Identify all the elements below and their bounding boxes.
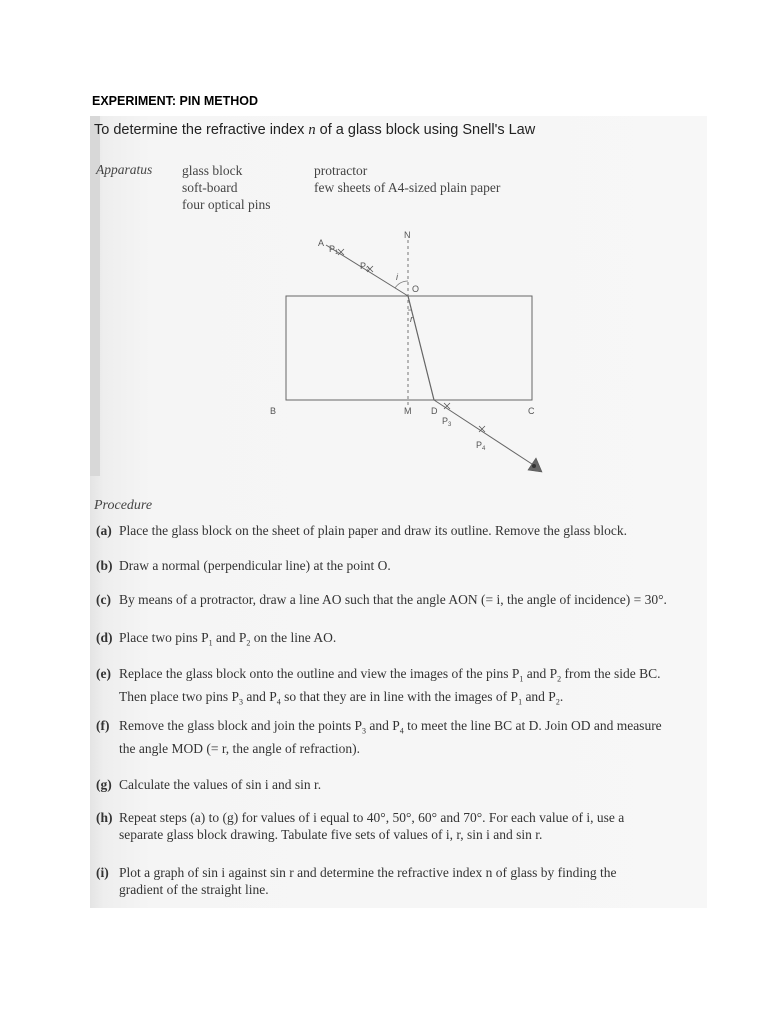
apparatus-list-2 — [314, 162, 500, 196]
label-p2: $P_2$ — [360, 261, 370, 273]
label-p3: $P_3$ — [442, 416, 452, 428]
procedure-step-i: (i) Plot a graph of sin i against sin r and determine the refractive index n of glass by finding the gradient of the straight line. — [96, 865, 617, 897]
label-d: D — [431, 406, 438, 416]
document-heading: EXPERIMENT: PIN METHOD — [92, 94, 258, 108]
apparatus-list-1 — [182, 162, 270, 213]
procedure-step-d: (d) Place two pins $P_1$ and $P_2$ on the line AO. — [96, 630, 337, 648]
label-c: C — [528, 406, 535, 416]
apparatus-item: soft-board — [182, 180, 238, 195]
angle-i-arc — [395, 281, 408, 288]
procedure-step-b: (b) Draw a normal (perpendicular line) at the point O. — [96, 558, 391, 573]
eye-icon — [528, 458, 542, 472]
procedure-step-a: (a) Place the glass block on the sheet of plain paper and draw its outline. Remove the glass block. — [96, 523, 627, 538]
procedure-step-f: (f) Remove the glass block and join the points $P_3$ and $P_4$ to meet the line BC at D. Join OD and measure the angle MOD (= r, the angle of refraction). — [96, 718, 662, 756]
apparatus-item: few sheets of A4-sized plain paper — [314, 180, 501, 195]
procedure-step-h: (h) Repeat steps (a) to (g) for values of i equal to 40°, 50°, 60° and 70°. For each value of i, use a separate glass block drawing. Tabulate five sets of values of i, r, sin i and sin r. — [96, 810, 625, 842]
label-i: i — [396, 272, 398, 282]
label-p1: $P_1$ — [329, 244, 339, 256]
procedure-step-e: (e) Replace the glass block onto the outline and view the images of the pins $P_1$ and $P_2$ from the side BC. Then place two pins $P_3$ and $P_4$ so that they are in line with the images of $P_1$ and $P_2$. — [96, 666, 661, 707]
procedure-step-g: (g) Calculate the values of sin i and sin r. — [96, 777, 322, 792]
label-a: A — [318, 238, 325, 248]
label-n: N — [404, 230, 411, 240]
refraction-diagram — [270, 226, 570, 476]
glass-block-outline — [286, 296, 532, 400]
label-b: B — [270, 406, 277, 416]
apparatus-label: Apparatus — [96, 162, 153, 177]
apparatus-item: glass block — [182, 163, 243, 178]
label-o: O — [412, 284, 420, 294]
pin-marks — [338, 249, 485, 432]
procedure-label: Procedure — [94, 498, 153, 513]
procedure-step-c: (c) By means of a protractor, draw a line AO such that the angle AON (= i, the angle of incidence) = 30°. — [96, 592, 667, 607]
scanned-page — [90, 116, 707, 908]
label-r: r — [410, 314, 413, 324]
label-m: M — [404, 406, 412, 416]
refracted-ray — [408, 296, 434, 400]
label-p4: $P_4$ — [476, 440, 486, 452]
experiment-title: To determine the refractive index n of a glass block using Snell's Law — [94, 122, 536, 138]
apparatus-item: protractor — [314, 163, 368, 178]
apparatus-item: four optical pins — [182, 197, 271, 212]
emergent-ray — [434, 400, 535, 466]
